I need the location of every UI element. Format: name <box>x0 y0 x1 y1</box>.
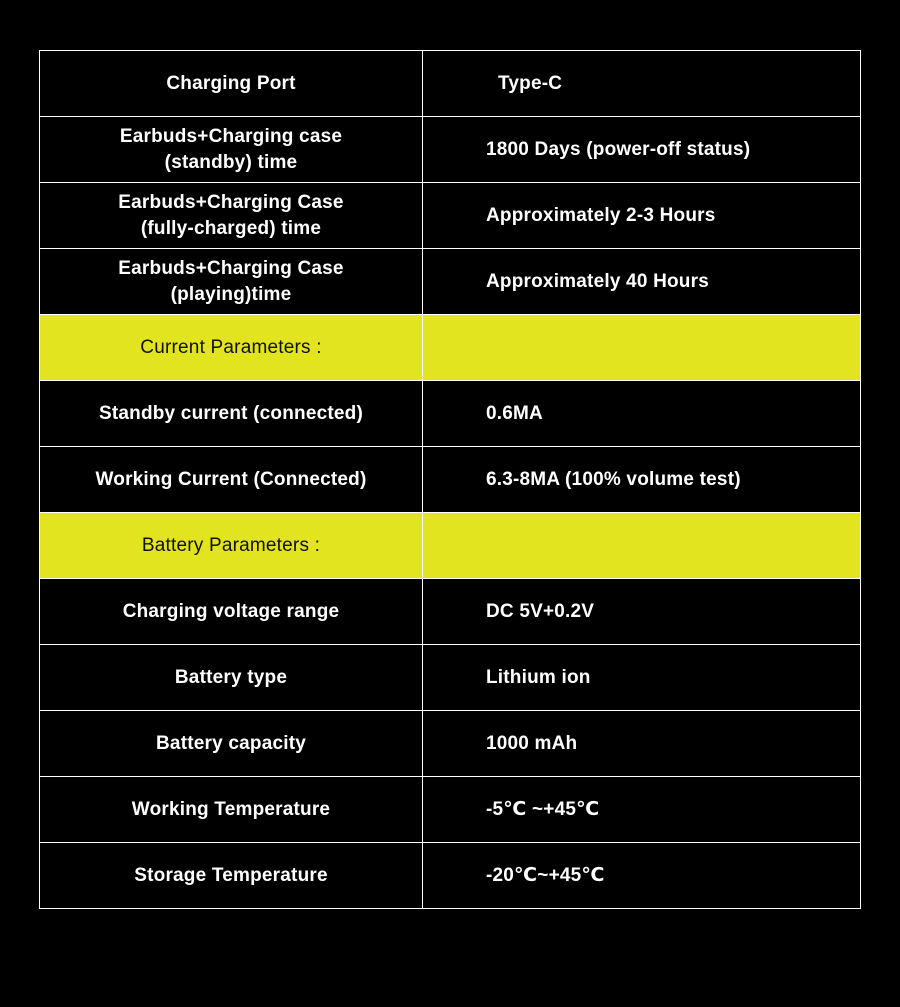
section-header-current-parameters <box>40 315 861 381</box>
spec-row-battery-type <box>40 645 861 711</box>
section-header-battery-parameters <box>40 513 861 579</box>
section-title: Current Parameters : <box>40 315 423 381</box>
spec-row-standby-current <box>40 381 861 447</box>
spec-value: -5℃ ~+45℃ <box>423 777 861 843</box>
spec-label: Working Temperature <box>40 777 423 843</box>
specifications-table <box>39 50 861 909</box>
spec-value: Approximately 40 Hours <box>423 249 861 315</box>
spec-row-charging-port <box>40 51 861 117</box>
spec-value: 1000 mAh <box>423 711 861 777</box>
spec-value: 6.3-8MA (100% volume test) <box>423 447 861 513</box>
spec-row-working-temperature <box>40 777 861 843</box>
spec-row-battery-capacity <box>40 711 861 777</box>
spec-label: Charging voltage range <box>40 579 423 645</box>
spec-label: Earbuds+Charging Case (fully-charged) time <box>40 183 423 249</box>
spec-row-storage-temperature <box>40 843 861 909</box>
spec-label: Battery capacity <box>40 711 423 777</box>
spec-value: Type-C <box>423 51 861 117</box>
spec-label: Storage Temperature <box>40 843 423 909</box>
spec-row-working-current <box>40 447 861 513</box>
spec-label: Working Current (Connected) <box>40 447 423 513</box>
spec-row-standby-time <box>40 117 861 183</box>
spec-label: Charging Port <box>40 51 423 117</box>
spec-value: 1800 Days (power-off status) <box>423 117 861 183</box>
spec-row-playing-time <box>40 249 861 315</box>
section-title: Battery Parameters : <box>40 513 423 579</box>
spec-label: Earbuds+Charging case (standby) time <box>40 117 423 183</box>
spec-value: Approximately 2-3 Hours <box>423 183 861 249</box>
spec-label: Standby current (connected) <box>40 381 423 447</box>
spec-label: Earbuds+Charging Case (playing)time <box>40 249 423 315</box>
section-value <box>423 315 861 381</box>
spec-value: Lithium ion <box>423 645 861 711</box>
spec-value: 0.6MA <box>423 381 861 447</box>
spec-value: -20℃~+45℃ <box>423 843 861 909</box>
spec-row-charging-voltage <box>40 579 861 645</box>
spec-row-charge-time <box>40 183 861 249</box>
spec-value: DC 5V+0.2V <box>423 579 861 645</box>
section-value <box>423 513 861 579</box>
spec-label: Battery type <box>40 645 423 711</box>
